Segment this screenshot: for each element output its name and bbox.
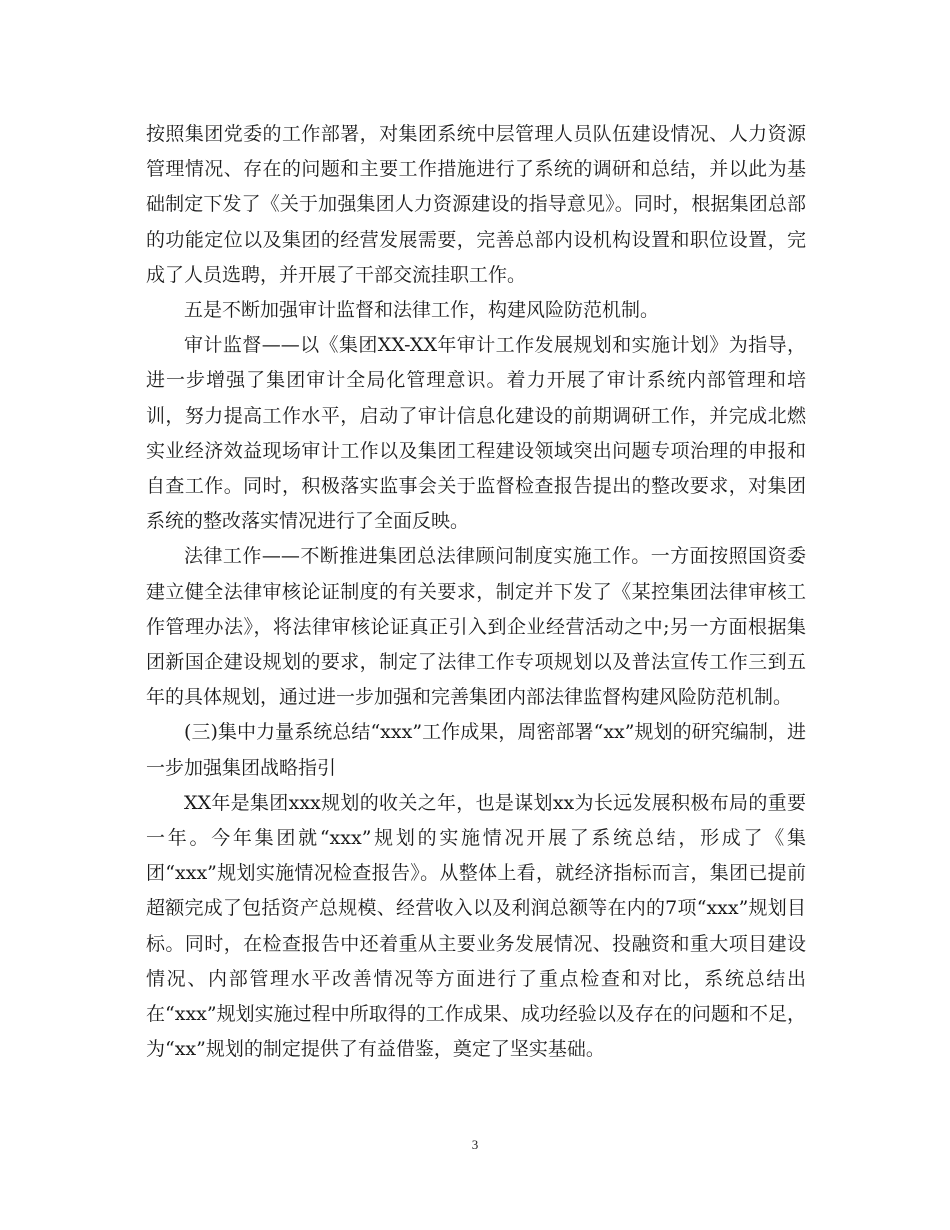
paragraph-section-three-heading: (三)集中力量系统总结“xxx”工作成果，周密部署“xx”规划的研究编制，进一步加强集团战略指引 — [146, 721, 806, 779]
paragraph-hr-development: 按照集团党委的工作部署，对集团系统中层管理人员队伍建设情况、人力资源管理情况、存在的问题和主要工作措施进行了系统的调研和总结，并以此为基础制定下发了《关于加强集团人力资源建设的指导意见》。同时，根据集团总部的功能定位以及集团的经营发展需要，完善总部内设机构设置和职位设置，完成了人员选聘，并开展了干部交流挂职工作。 — [146, 123, 806, 286]
paragraph-audit-legal-heading: 五是不断加强审计监督和法律工作，构建风险防范机制。 — [184, 299, 660, 322]
document-body — [146, 117, 806, 1067]
paragraph-plan-summary: XX年是集团xxx规划的收关之年，也是谋划xx为长远发展积极布局的重要一年。今年集团就“xxx”规划的实施情况开展了系统总结，形成了《集团“xxx”规划实施情况检查报告》。从整体上看，就经济指标而言，集团已提前超额完成了包括资产总规模、经营收入以及利润总额等在内的7项“xxx”规划目标。同时，在检查报告中还着重从主要业务发展情况、投融资和重大项目建设情况、内部管理水平改善情况等方面进行了重点检查和对比，系统总结出在“xxx”规划实施过程中所取得的工作成果、成功经验以及存在的问题和不足，为“xx”规划的制定提供了有益借鉴，奠定了坚实基础。 — [146, 791, 806, 1061]
page-number: 3 — [471, 1137, 479, 1152]
paragraph-audit-supervision: 审计监督——以《集团XX-XX年审计工作发展规划和实施计划》为指导，进一步增强了集团审计全局化管理意识。着力开展了审计系统内部管理和培训，努力提高工作水平，启动了审计信息化建设的前期调研工作，并完成北燃实业经济效益现场审计工作以及集团工程建设领域突出问题专项治理的申报和自查工作。同时，积极落实监事会关于监督检查报告提出的整改要求，对集团系统的整改落实情况进行了全面反映。 — [146, 334, 806, 533]
paragraph-legal-work: 法律工作——不断推进集团总法律顾问制度实施工作。一方面按照国资委建立健全法律审核论证制度的有关要求，制定并下发了《某控集团法律审核工作管理办法》，将法律审核论证真正引入到企业经营活动之中;另一方面根据集团新国企建设规划的要求，制定了法律工作专项规划以及普法宣传工作三到五年的具体规划，通过进一步加强和完善集团内部法律监督构建风险防范机制。 — [146, 545, 806, 709]
